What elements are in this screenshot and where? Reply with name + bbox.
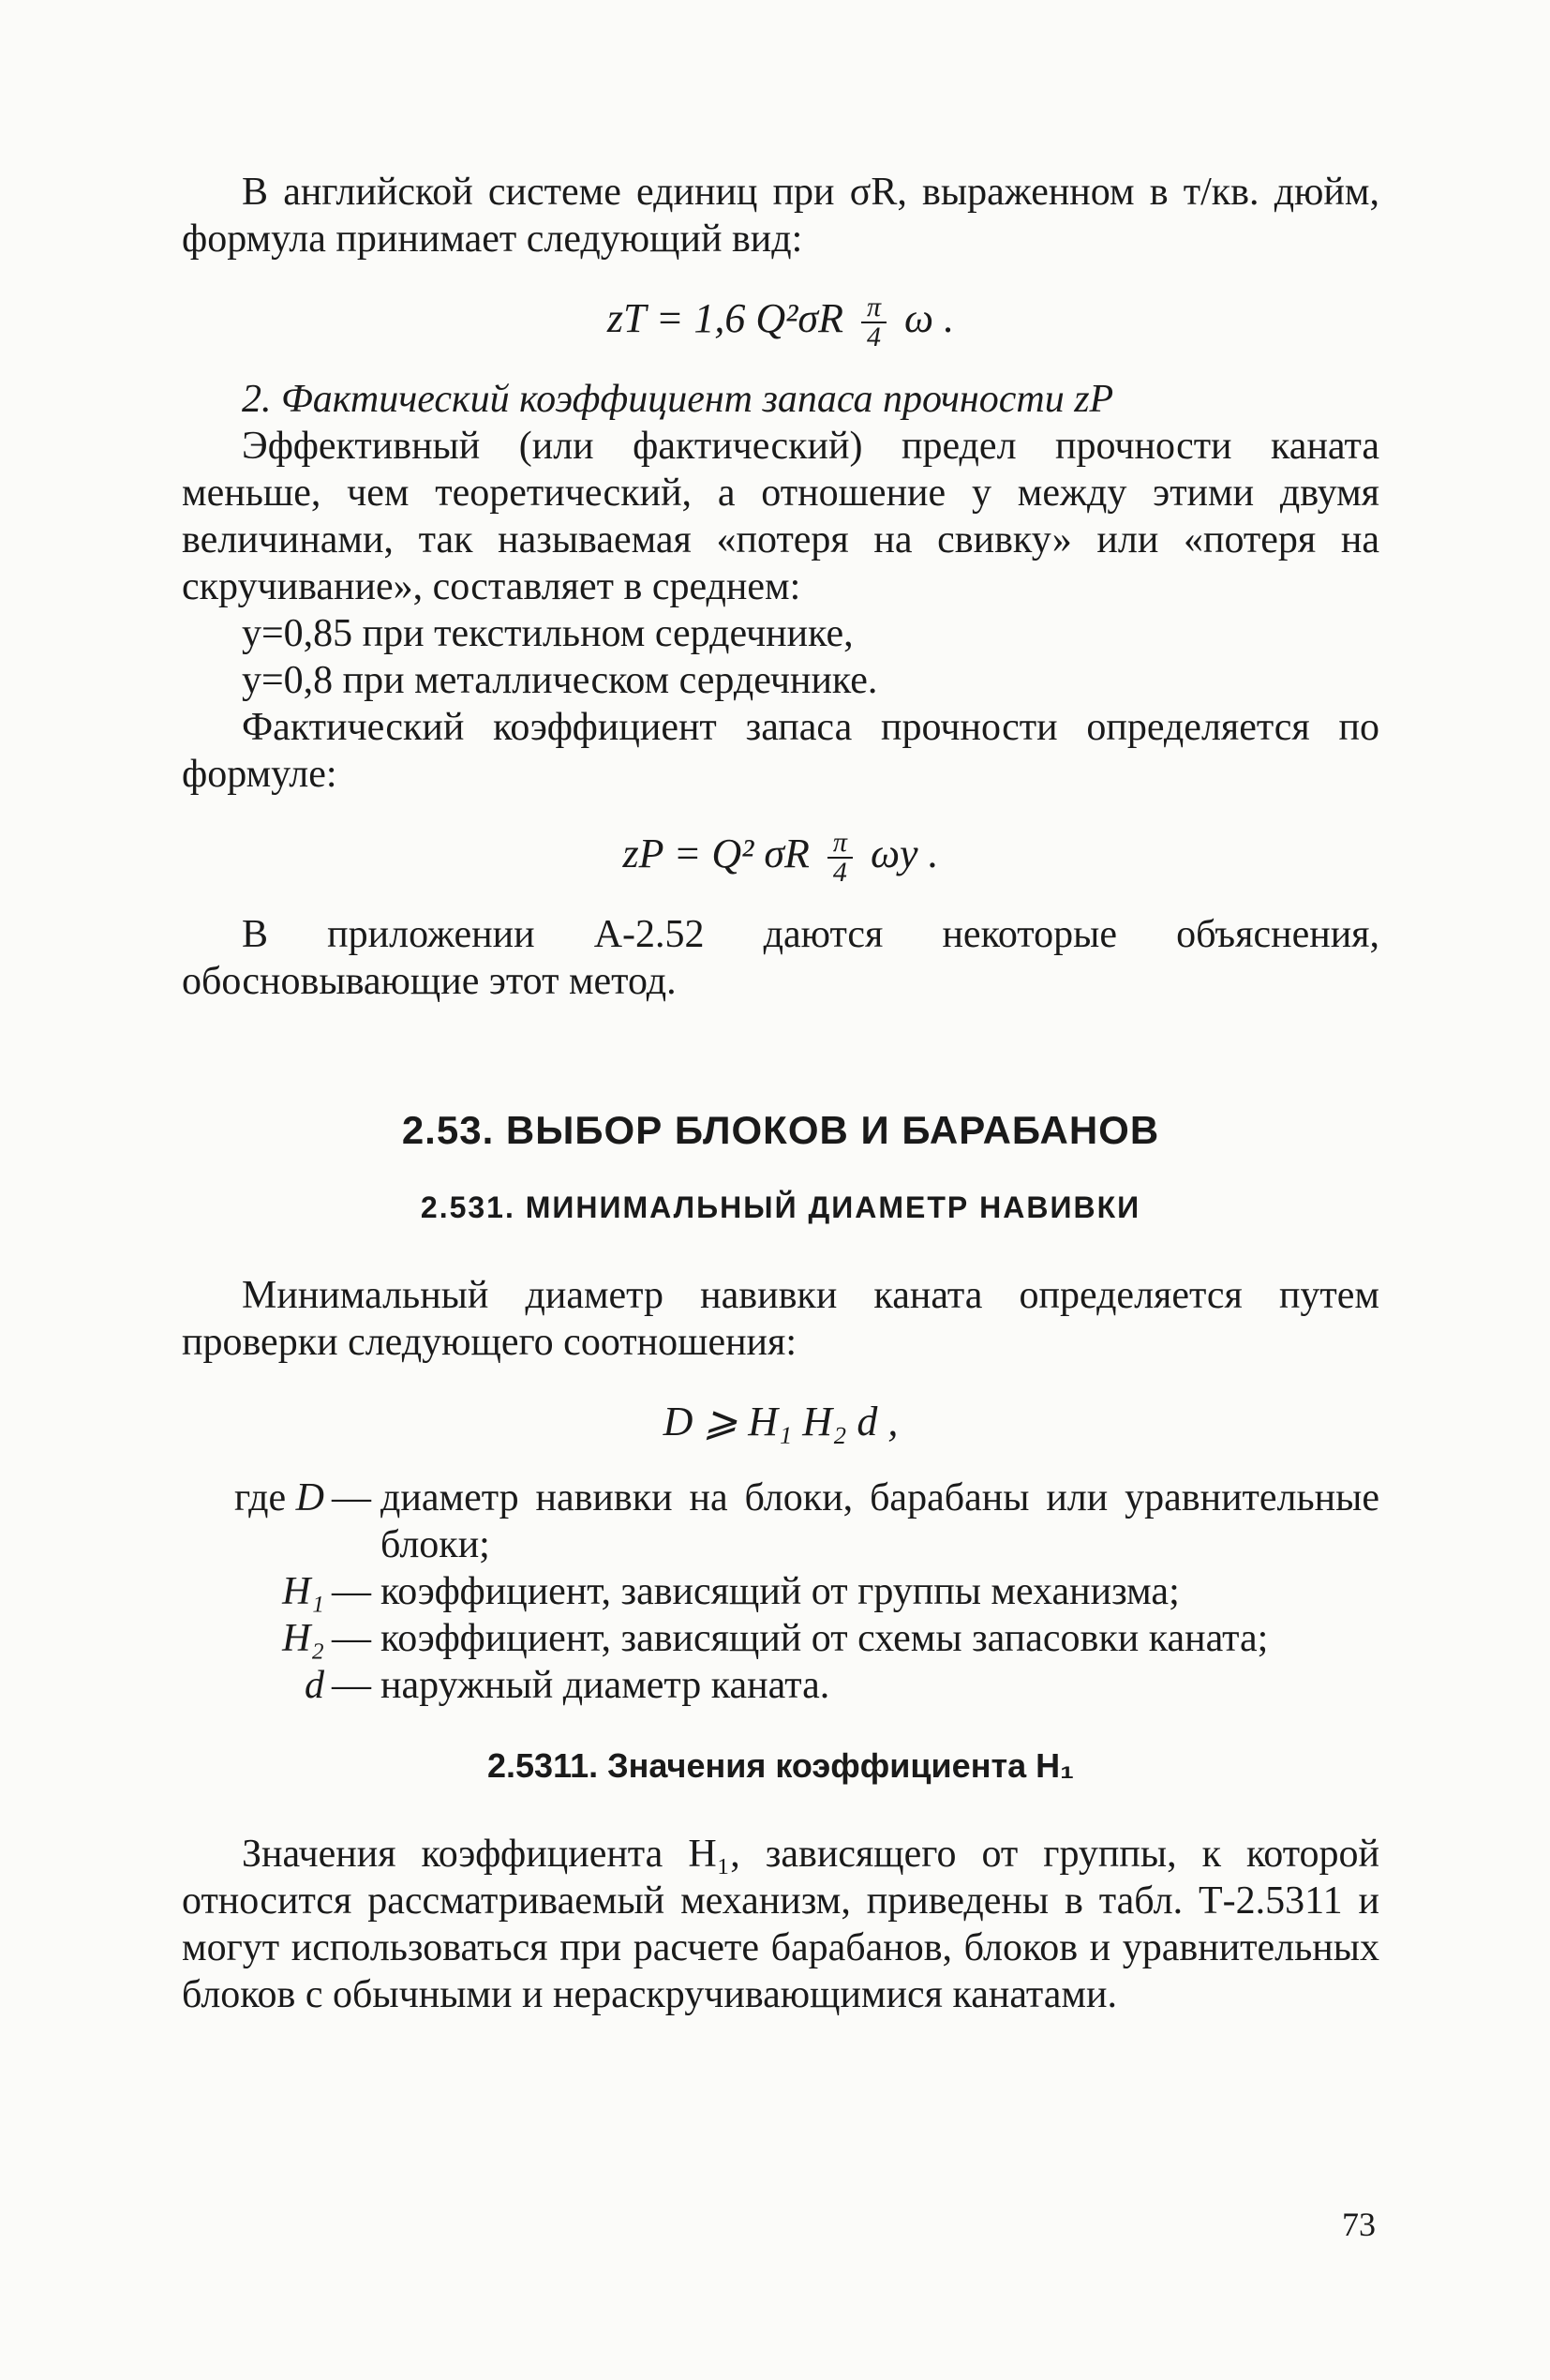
formula-zp-numerator: π	[827, 829, 853, 859]
formula-zt-numerator: π	[861, 293, 887, 323]
section-2-title: 2. Фактический коэффициент запаса прочности zP	[242, 377, 1114, 421]
formula-zp-denominator: 4	[832, 856, 847, 888]
definitions-list	[182, 1474, 1379, 1709]
y-metal-core: y=0,8 при металлическом сердечнике.	[242, 658, 878, 702]
definition-text: коэффициент, зависящий от схемы запасовки каната;	[380, 1616, 1269, 1660]
definition-text: диаметр навивки на блоки, барабаны или уравнительные блоки;	[380, 1475, 1379, 1566]
formula-zt-left: zT = 1,6 Q²σR	[606, 295, 843, 341]
paragraph-min-diameter: Минимальный диаметр навивки каната определяется путем проверки следующего соотношения:	[182, 1273, 1379, 1364]
definition-dash: —	[332, 1616, 371, 1660]
formula-d: D ⩾ H₁ H₂ d ,	[663, 1398, 899, 1444]
definition-symbol: d	[305, 1663, 324, 1707]
definition-item	[182, 1474, 1379, 1568]
definition-symbol: H₂	[282, 1616, 324, 1660]
formula-zt-denominator: 4	[866, 321, 881, 352]
definition-text: наружный диаметр каната.	[380, 1663, 830, 1707]
definition-dash: —	[332, 1663, 371, 1707]
formula-zt-right: ω .	[904, 295, 955, 341]
heading-2-531: 2.531. МИНИМАЛЬНЫЙ ДИАМЕТР НАВИВКИ	[420, 1190, 1141, 1224]
paragraph-h1-values: Значения коэффициента H₁, зависящего от группы, к которой относится рассматриваемый механизм, приведены в табл. Т-2.5311 и могут использоваться при расчете барабанов, блоков и уравнительных блоков с обычными и нераскручивающимися канатами.	[182, 1832, 1379, 2016]
formula-zp-left: zP = Q² σR	[622, 830, 810, 876]
definition-symbol: H₁	[282, 1569, 324, 1613]
definition-dash: —	[332, 1569, 371, 1613]
heading-2-5311: 2.5311. Значения коэффициента H₁	[487, 1745, 1074, 1785]
formula-zp-right: ωy .	[870, 830, 939, 876]
formula-zt-fraction	[861, 293, 887, 352]
y-textile-core: y=0,85 при текстильном сердечнике,	[242, 611, 854, 655]
page-body	[182, 169, 1379, 2018]
formula-zt	[182, 291, 1379, 352]
paragraph-actual-factor: Фактический коэффициент запаса прочности определяется по формуле:	[182, 705, 1379, 796]
page-number: 73	[1342, 2206, 1376, 2243]
definition-item	[182, 1662, 1379, 1709]
definition-dash: —	[332, 1475, 371, 1519]
definition-item	[182, 1615, 1379, 1662]
paragraph-appendix: В приложении А-2.52 даются некоторые объяснения, обосновывающие этот метод.	[182, 912, 1379, 1003]
heading-2-53: 2.53. ВЫБОР БЛОКОВ И БАРАБАНОВ	[401, 1107, 1160, 1152]
formula-zp-fraction	[827, 826, 853, 888]
definition-text: коэффициент, зависящий от группы механизма;	[380, 1569, 1180, 1613]
definition-symbol: где D	[234, 1475, 324, 1519]
paragraph-effective-strength: Эффективный (или фактический) предел прочности каната меньше, чем теоретический, а отношение y между этими двумя величинами, так называемая «потеря на свивку» или «потеря на скручивание», составляет в среднем:	[182, 424, 1379, 608]
paragraph-english-units: В английской системе единиц при σR, выраженном в т/кв. дюйм, формула принимает следующий вид:	[182, 171, 1379, 261]
definition-item	[182, 1568, 1379, 1615]
formula-zp	[182, 826, 1379, 887]
